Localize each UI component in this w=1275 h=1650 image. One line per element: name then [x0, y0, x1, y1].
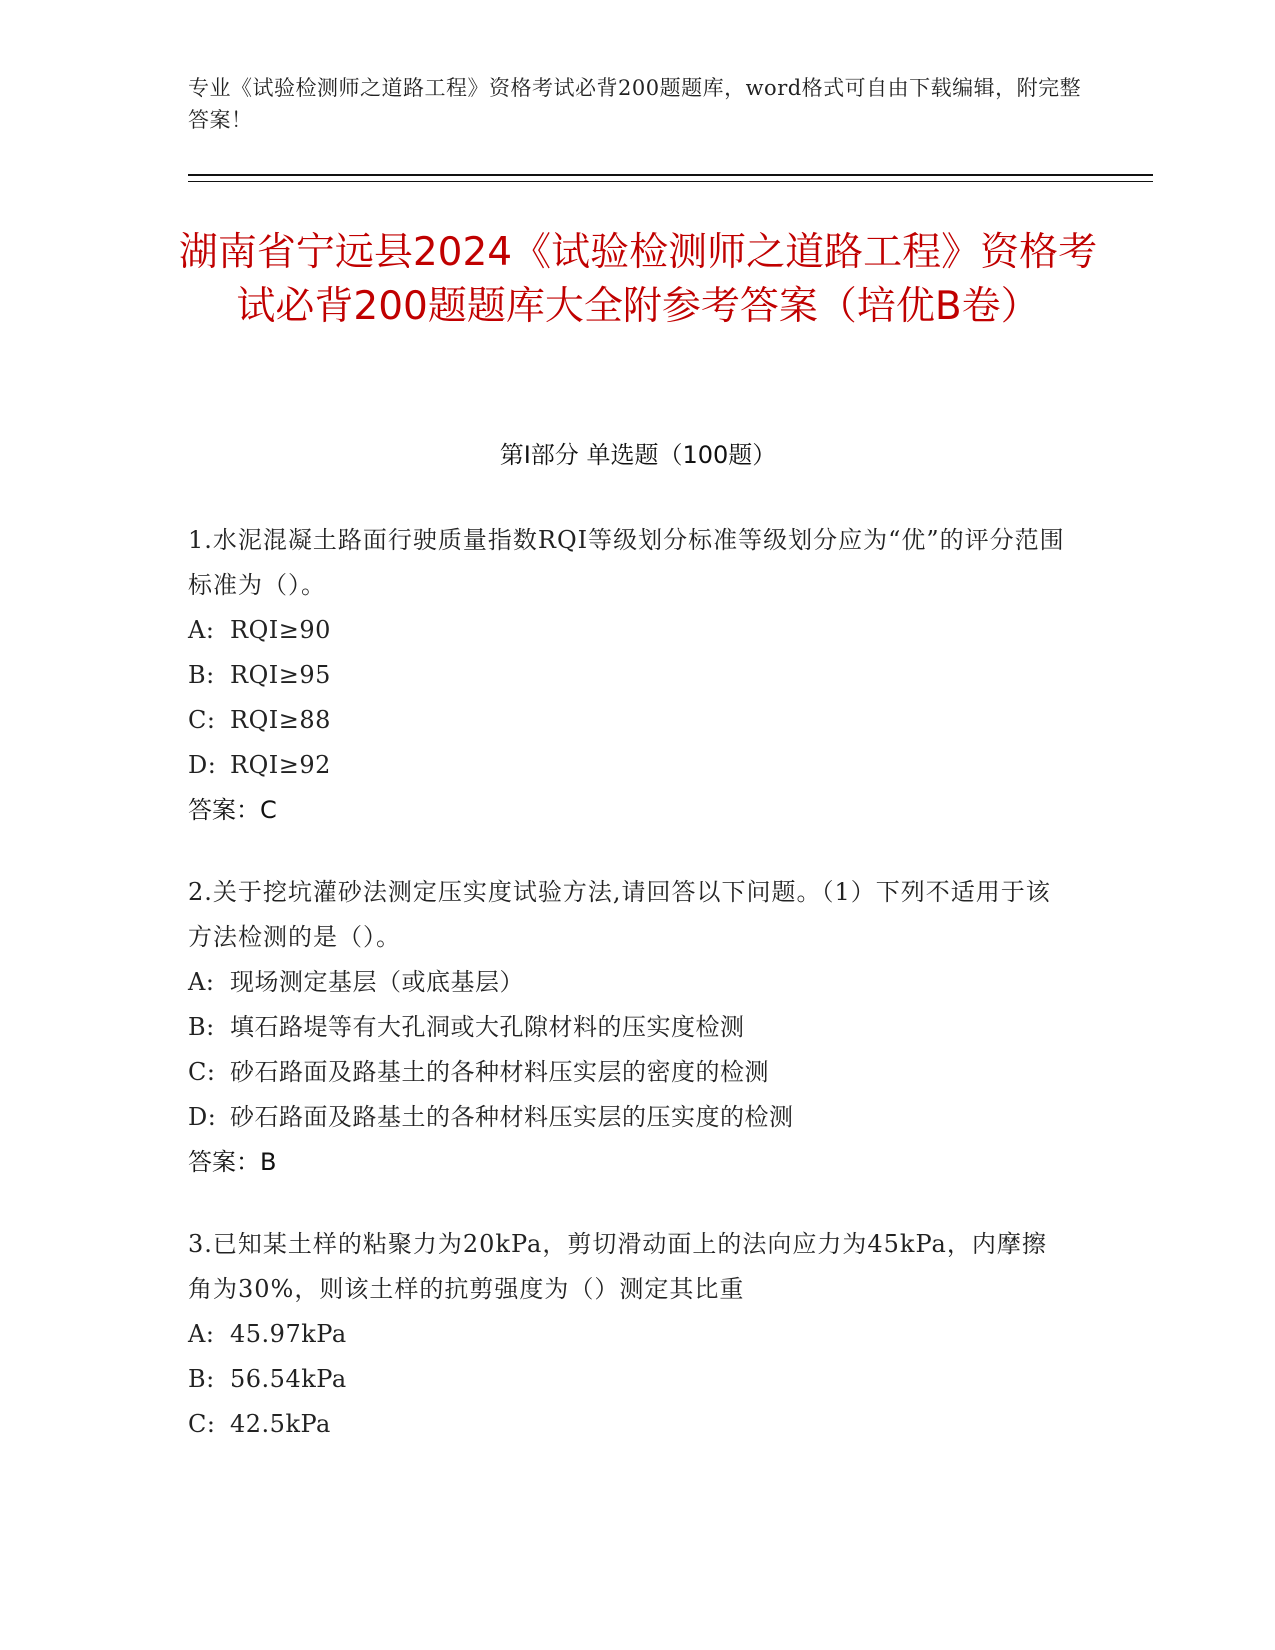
option-a	[188, 960, 1068, 1005]
option-c	[188, 698, 1068, 743]
section-title: 第Ⅰ部分 单选题（100题）	[499, 441, 777, 469]
question-2	[188, 870, 1068, 1185]
question-1	[188, 518, 1068, 833]
option-d	[188, 743, 1068, 788]
option-b	[188, 1005, 1068, 1050]
header-note: 专业《试验检测师之道路工程》资格考试必背200题题库，word格式可自由下载编辑，附完整答案！	[188, 76, 1082, 132]
header-divider-thick	[188, 174, 1153, 176]
question-stem: 1.水泥混凝土路面行驶质量指数RQI等级划分标准等级划分应为“优”的评分范围标准为（）。	[188, 526, 1065, 599]
document-title: 湖南省宁远县2024《试验检测师之道路工程》资格考试必背200题题库大全附参考答案（培优B卷）	[178, 230, 1098, 329]
question-stem: 2.关于挖坑灌砂法测定压实度试验方法,请回答以下问题。（1）下列不适用于该方法检测的是（）。	[188, 878, 1051, 951]
option-b	[188, 653, 1068, 698]
option-letter: C:	[188, 706, 216, 734]
option-text: RQI≥88	[230, 706, 331, 734]
option-text: 56.54kPa	[230, 1365, 347, 1393]
option-letter: B:	[188, 1365, 215, 1393]
option-letter: D:	[188, 751, 217, 779]
option-text: 砂石路面及路基土的各种材料压实层的压实度的检测	[230, 1103, 794, 1131]
option-letter: B:	[188, 661, 215, 689]
option-letter: B:	[188, 1013, 215, 1041]
header-divider-thin	[188, 181, 1153, 182]
option-letter: A:	[188, 968, 215, 996]
option-letter: C:	[188, 1410, 216, 1438]
option-a	[188, 608, 1068, 653]
option-letter: D:	[188, 1103, 217, 1131]
option-text: 45.97kPa	[230, 1320, 347, 1348]
option-letter: A:	[188, 1320, 215, 1348]
question-stem: 3.已知某土样的粘聚力为20kPa，剪切滑动面上的法向应力为45kPa，内摩擦角为30%，则该土样的抗剪强度为（）测定其比重	[188, 1230, 1047, 1303]
option-text: 填石路堤等有大孔洞或大孔隙材料的压实度检测	[230, 1013, 745, 1041]
option-text: 现场测定基层（或底基层）	[230, 968, 524, 996]
question-3	[188, 1222, 1068, 1447]
answer: 答案：B	[188, 1148, 277, 1176]
option-a	[188, 1312, 1068, 1357]
option-text: 42.5kPa	[230, 1410, 331, 1438]
option-letter: C:	[188, 1058, 216, 1086]
option-text: RQI≥92	[230, 751, 331, 779]
option-d	[188, 1095, 1068, 1140]
option-text: 砂石路面及路基土的各种材料压实层的密度的检测	[230, 1058, 769, 1086]
option-letter: A:	[188, 616, 215, 644]
option-c	[188, 1402, 1068, 1447]
option-b	[188, 1357, 1068, 1402]
option-c	[188, 1050, 1068, 1095]
answer: 答案：C	[188, 796, 277, 824]
option-text: RQI≥95	[230, 661, 331, 689]
option-text: RQI≥90	[230, 616, 331, 644]
